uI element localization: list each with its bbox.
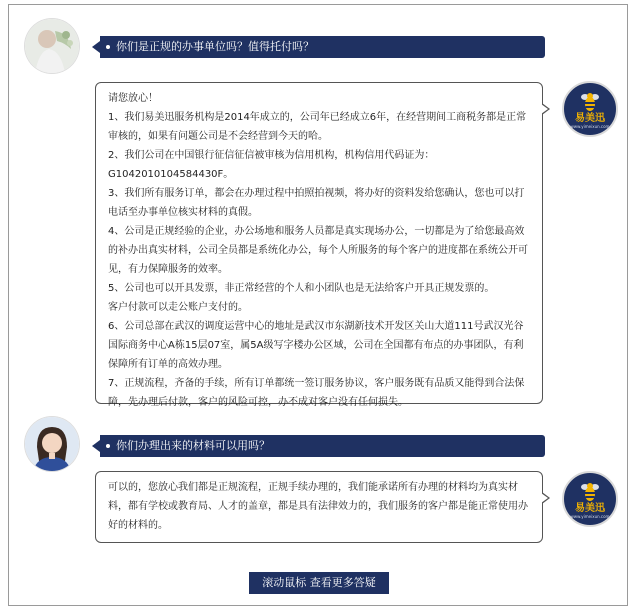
bee-icon <box>581 481 599 503</box>
logo-brand-text: 易美迅 <box>575 113 605 124</box>
answer-line: 3、我们所有服务订单，都会在办理过程中拍照拍视频，将办好的资料发给您确认，您也可以打电话至办事单位核实材料的真假。 <box>108 188 525 218</box>
bullet-dot-icon <box>106 444 110 448</box>
user-avatar-1-image <box>25 19 79 73</box>
logo-site-text: www.yimeixun.com <box>570 514 610 519</box>
view-more-button[interactable]: 滚动鼠标 查看更多答疑 <box>249 572 389 594</box>
question-arrow-icon <box>92 440 100 452</box>
user-avatar-2 <box>25 417 79 471</box>
answer-arrow-inner-icon <box>541 104 548 114</box>
logo-site-text: www.yimeixun.com <box>570 124 610 129</box>
answer-line: 2、我们公司在中国银行征信征信被审核为信用机构，机构信用代码证为：G1042010104584430F。 <box>108 150 435 180</box>
question-arrow-icon <box>92 41 100 53</box>
bee-icon <box>581 91 599 113</box>
answer-line: 6、公司总部在武汉的调度运营中心的地址是武汉市东湖新技术开发区关山大道111号武汉光谷国际商务中心A栋15层07室，属5A级写字楼办公区域，公司在全国都有布点的办事团队，有利保障所有订单的高效办理。 <box>108 321 524 370</box>
answer-line: 7、正规流程，齐备的手续，所有订单都统一签订服务协议，客户服务既有品质又能得到合法保障，先办理后付款，客户的风险可控，办不成对客户没有任何损失。 <box>108 378 525 408</box>
company-logo-2 <box>562 471 618 527</box>
answer-line: 可以的，您放心我们都是正规流程，正规手续办理的，我们能承诺所有办理的材料均为真实材料，都有学校或教育局、人才的盖章，都是具有法律效力的，我们服务的客户都是能正常使用办好的材料的。 <box>108 482 528 531</box>
answer-line: 4、公司是正规经验的企业，办公场地和服务人员都是真实现场办公，一切都是为了给您最高效的补办出真实材料，公司全员都是系统化办公，每个人所服务的每个客户的进度都在系统公开可见，有力保障服务的效率。 <box>108 226 528 275</box>
question-bar-2 <box>100 435 545 457</box>
user-avatar-2-image <box>25 417 79 471</box>
answer-line: 1、我们易美迅服务机构是2014年成立的，公司年已经成立6年，在经营期间工商税务都是正常审核的，如果有问题公司是不会经营到今天的哈。 <box>108 112 527 142</box>
answer-line: 请您放心！ <box>108 93 158 104</box>
bullet-dot-icon <box>106 45 110 49</box>
answer-box-2 <box>95 471 543 543</box>
qa-panel <box>8 4 628 606</box>
answer-line: 客户付款可以走公账户支付的。 <box>108 302 248 313</box>
user-avatar-1 <box>25 19 79 73</box>
question-text-2: 你们办理出来的材料可以用吗？ <box>116 439 270 452</box>
question-text-1: 你们是正规的办事单位吗？值得托付吗？ <box>116 40 314 53</box>
logo-brand-text: 易美迅 <box>575 503 605 514</box>
answer-line: 5、公司也可以开具发票，非正常经营的个人和小团队也是无法给客户开具正规发票的。 <box>108 283 495 294</box>
company-logo-1 <box>562 81 618 137</box>
answer-arrow-inner-icon <box>541 493 548 503</box>
answer-box-1 <box>95 82 543 408</box>
question-bar-1 <box>100 36 545 58</box>
